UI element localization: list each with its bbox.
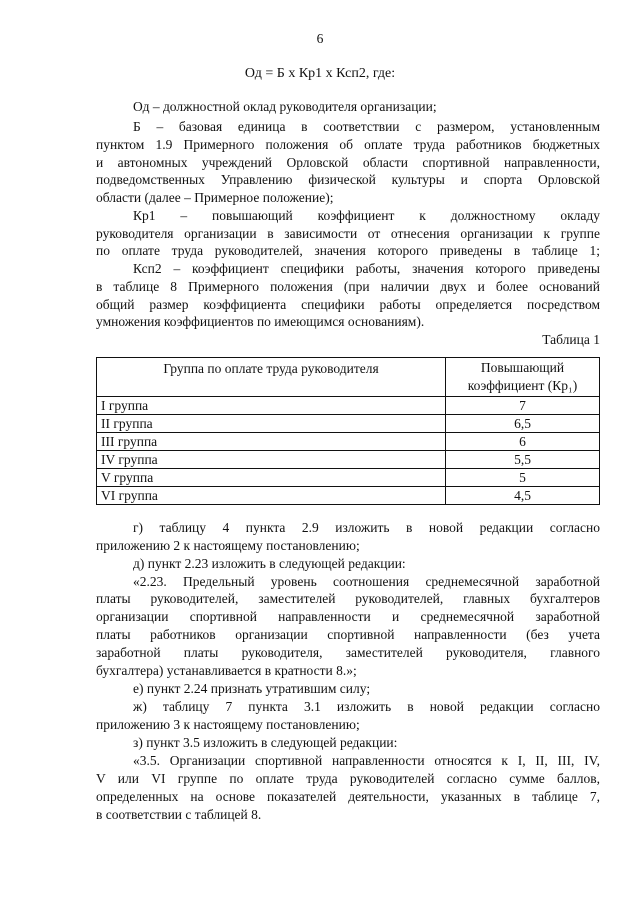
definition-ksp2-line: в таблице 8 Примерного положения (при наличии двух и более оснований <box>96 279 600 294</box>
formula: Од = Б х Кр1 х Ксп2, где: <box>244 66 396 81</box>
table-header-row <box>97 358 600 397</box>
table-row <box>97 433 600 451</box>
amendment-z: з) пункт 3.5 изложить в следующей редакции: <box>133 735 398 750</box>
quote-2-23-line: «2.23. Предельный уровень соотношения среднемесячной заработной <box>133 574 600 589</box>
table-cell-group: III группа <box>97 433 446 451</box>
definition-kr1-line: руководителя организации в зависимости от отнесения организации к группе <box>96 226 600 241</box>
table-header-coefficient <box>446 358 600 397</box>
table-cell-value: 5,5 <box>446 451 600 469</box>
definition-ksp2-line: Ксп2 – коэффициент специфики работы, значения которого приведены <box>133 261 600 276</box>
amendment-d: д) пункт 2.23 изложить в следующей редакции: <box>133 556 406 571</box>
table-row <box>97 469 600 487</box>
amendment-g-line: приложению 2 к настоящему постановлению; <box>96 538 360 553</box>
quote-2-23-line: платы руководителей, заместителей руководителей, главных бухгалтеров <box>96 591 600 606</box>
amendment-g-line: г) таблицу 4 пункта 2.9 изложить в новой редакции согласно <box>133 520 600 535</box>
table-cell-group: V группа <box>97 469 446 487</box>
definition-kr1-line: Кр1 – повышающий коэффициент к должностному окладу <box>133 208 600 223</box>
table-header-coefficient-line2: коэффициент (Кр₁) <box>467 378 578 393</box>
quote-2-23-line: бухгалтера) устанавливается в кратности 8.»; <box>96 663 357 678</box>
definition-kr1-line: по оплате труда руководителей, значения которого приведены в таблице 1; <box>96 243 600 258</box>
definition-ksp2-line: общий размер коэффициента специфики работы определяется посредством <box>96 297 600 312</box>
table-row <box>97 415 600 433</box>
definition-od: Од – должностной оклад руководителя организации; <box>133 99 437 114</box>
table-cell-value: 7 <box>446 397 600 415</box>
table-cell-group: VI группа <box>97 487 446 505</box>
table-cell-group: IV группа <box>97 451 446 469</box>
table-header-group: Группа по оплате труда руководителя <box>97 358 446 397</box>
quote-3-5-line: «3.5. Организации спортивной направленности относятся к I, II, III, IV, <box>133 753 600 768</box>
definition-b-line: подведомственных Управлению физической культуры и спорта Орловской <box>96 172 600 187</box>
table-caption: Таблица 1 <box>542 332 600 347</box>
definition-ksp2-line: умножения коэффициентов по имеющимся основаниям). <box>96 314 425 329</box>
quote-2-23-line: организации спортивной направленности и среднемесячной заработной <box>96 609 600 624</box>
table-cell-group: II группа <box>97 415 446 433</box>
amendment-zh-line: приложению 3 к настоящему постановлению; <box>96 717 360 732</box>
quote-3-5-line: V или VI группе по оплате труда руководителей согласно сумме баллов, <box>96 771 600 786</box>
table-cell-value: 6,5 <box>446 415 600 433</box>
table-cell-group: I группа <box>97 397 446 415</box>
definition-b-line: пунктом 1.9 Примерного положения об оплате труда работников бюджетных <box>96 137 600 152</box>
definition-b-line: области (далее – Примерное положение); <box>96 190 334 205</box>
table-header-coefficient-line1: Повышающий <box>480 360 565 375</box>
coefficient-table <box>96 357 600 505</box>
definition-b-line: Б – базовая единица в соответствии с размером, установленным <box>133 119 600 134</box>
amendment-e: е) пункт 2.24 признать утратившим силу; <box>133 681 371 696</box>
quote-3-5-line: в соответствии с таблицей 8. <box>96 807 262 822</box>
table-row <box>97 451 600 469</box>
amendment-zh-line: ж) таблицу 7 пункта 3.1 изложить в новой редакции согласно <box>133 699 600 714</box>
quote-3-5-line: определенных на основе показателей деятельности, указанных в таблице 7, <box>96 789 600 804</box>
quote-2-23-line: заработной платы руководителя, заместителей руководителя, главного <box>96 645 600 660</box>
quote-2-23-line: платы работников организации спортивной направленности (без учета <box>96 627 600 642</box>
definition-b-line: и автономных учреждений Орловской области спортивной направленности, <box>96 155 600 170</box>
table-row <box>97 487 600 505</box>
table-cell-value: 6 <box>446 433 600 451</box>
table-cell-value: 4,5 <box>446 487 600 505</box>
table-row <box>97 397 600 415</box>
table-cell-value: 5 <box>446 469 600 487</box>
page-number: 6 <box>316 31 324 46</box>
